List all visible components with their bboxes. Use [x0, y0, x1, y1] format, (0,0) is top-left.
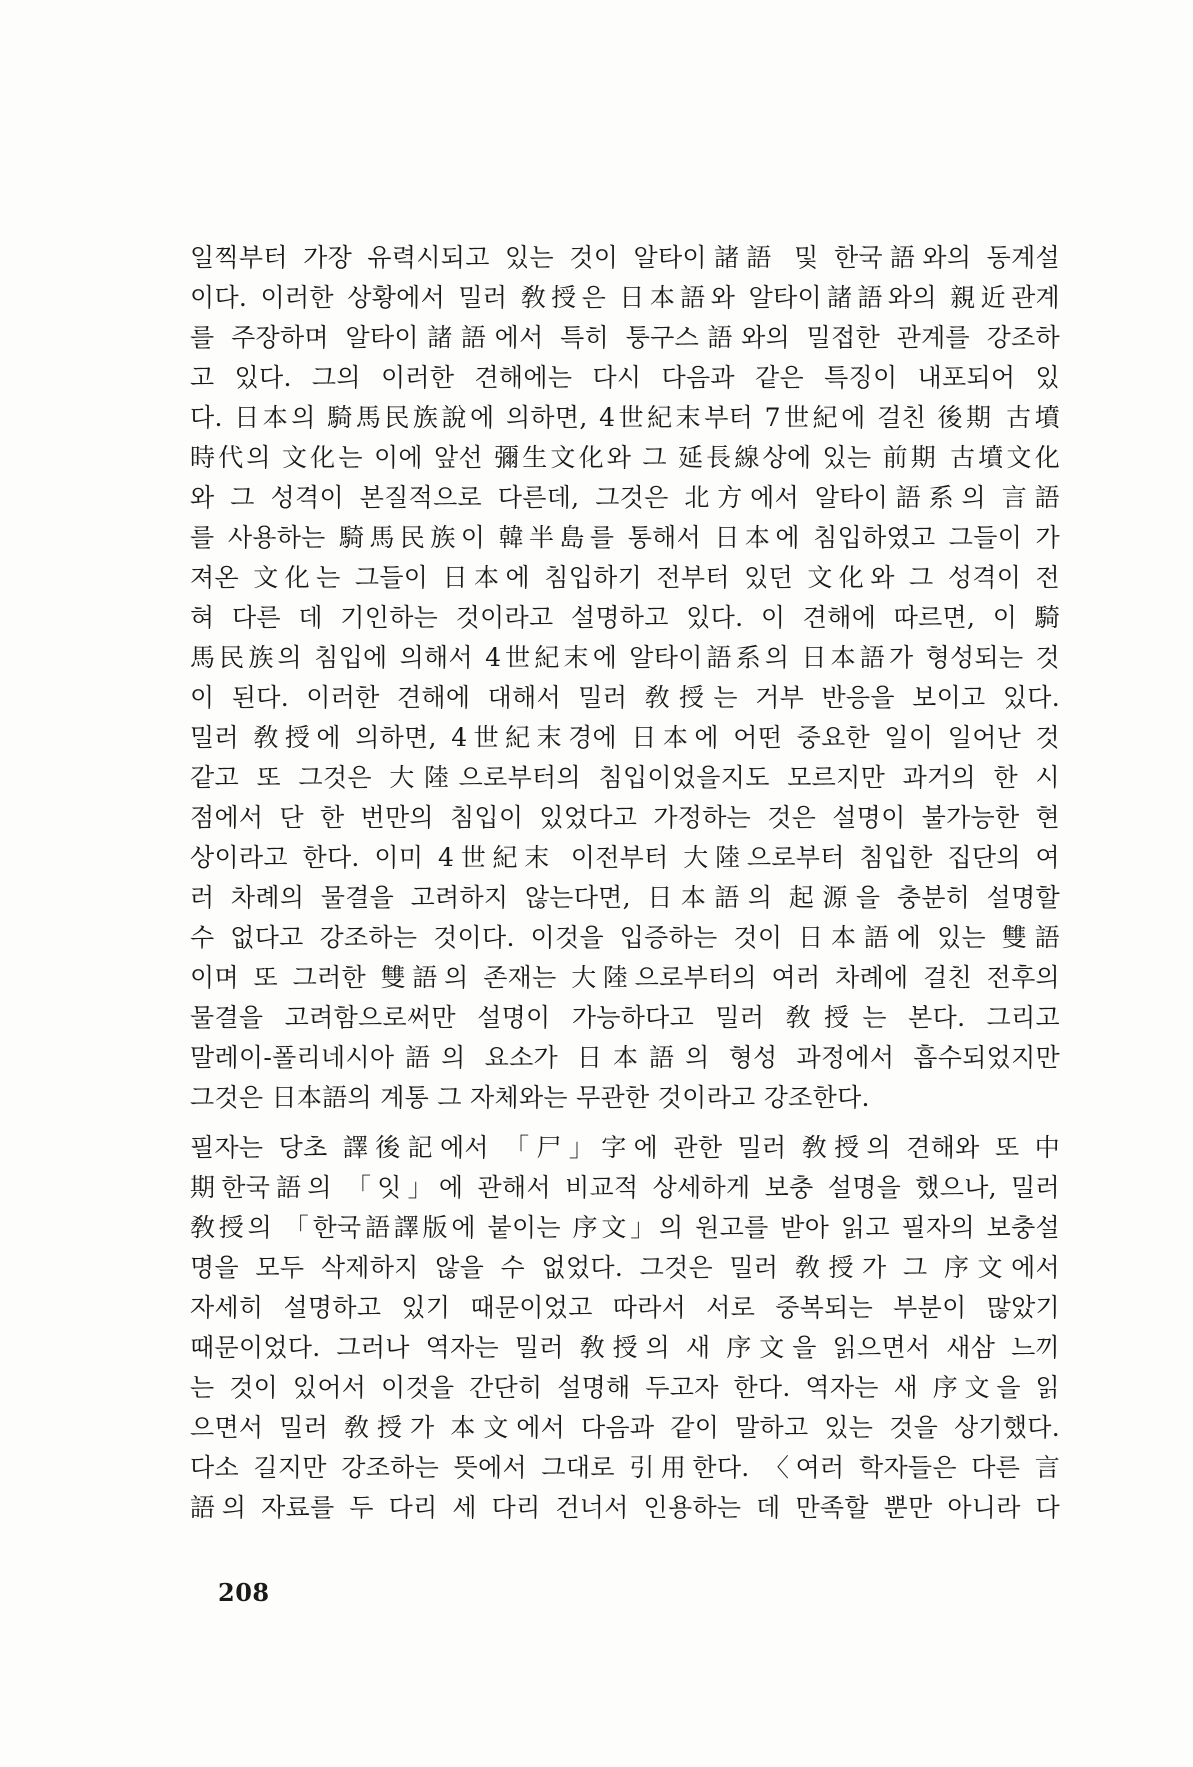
text-line: 져온 文化는 그들이 日本에 침입하기 전부터 있던 文化와 그 성격이 전 — [190, 563, 1060, 592]
text-line: 이다. 이러한 상황에서 밀러 敎授은 日本語와 알타이諸語와의 親近관계 — [190, 283, 1060, 312]
text-line: 명을 모두 삭제하지 않을 수 없었다. 그것은 밀러 敎授가 그 序文에서 — [190, 1253, 1060, 1282]
text-line: 혀 다른 데 기인하는 것이라고 설명하고 있다. 이 견해에 따르면, 이 騎 — [190, 603, 1060, 632]
text-line: 러 차례의 물결을 고려하지 않는다면, 日本語의 起源을 충분히 설명할 — [190, 883, 1060, 912]
text-line: 이 된다. 이러한 견해에 대해서 밀러 敎授는 거부 반응을 보이고 있다. — [190, 683, 1060, 712]
text-line: 는 것이 있어서 이것을 간단히 설명해 두고자 한다. 역자는 새 序文을 읽 — [190, 1373, 1060, 1402]
text-line: 말레이-폴리네시아語의 요소가 日本語의 형성 과정에서 흡수되었지만 — [190, 1043, 1060, 1072]
text-line: 그것은 日本語의 계통 그 자체와는 무관한 것이라고 강조한다. — [190, 1083, 870, 1112]
text-line: 상이라고 한다. 이미 4世紀末 이전부터 大陸으로부터 침입한 집단의 여 — [190, 843, 1060, 872]
text-line: 時代의 文化는 이에 앞선 彌生文化와 그 延長線상에 있는 前期 古墳文化 — [190, 443, 1060, 472]
text-line: 수 없다고 강조하는 것이다. 이것을 입증하는 것이 日本語에 있는 雙語 — [190, 923, 1060, 952]
text-line: 으면서 밀러 敎授가 本文에서 다음과 같이 말하고 있는 것을 상기했다. — [190, 1413, 1060, 1442]
text-line: 다소 길지만 강조하는 뜻에서 그대로 引用한다. 〈여러 학자들은 다른 言 — [190, 1453, 1060, 1482]
text-line: 물결을 고려함으로써만 설명이 가능하다고 밀러 敎授는 본다. 그리고 — [190, 1003, 1060, 1032]
text-line: 期한국語의 「잇」에 관해서 비교적 상세하게 보충 설명을 했으나, 밀러 — [190, 1173, 1060, 1202]
text-line: 와 그 성격이 본질적으로 다른데, 그것은 北方에서 알타이語系의 言語 — [190, 483, 1060, 512]
paragraph-1 — [190, 238, 1060, 1118]
text-line: 語의 자료를 두 다리 세 다리 건너서 인용하는 데 만족할 뿐만 아니라 다 — [190, 1493, 1060, 1522]
text-line: 이며 또 그러한 雙語의 존재는 大陸으로부터의 여러 차례에 걸친 전후의 — [190, 963, 1060, 992]
text-line: 를 사용하는 騎馬民族이 韓半島를 통해서 日本에 침입하였고 그들이 가 — [190, 523, 1060, 552]
text-line: 를 주장하며 알타이諸語에서 특히 퉁구스語와의 밀접한 관계를 강조하 — [190, 323, 1060, 352]
text-line: 다. 日本의 騎馬民族說에 의하면, 4世紀末부터 7世紀에 걸친 後期 古墳 — [190, 403, 1060, 432]
text-line: 같고 또 그것은 大陸으로부터의 침입이었을지도 모르지만 과거의 한 시 — [190, 763, 1060, 792]
text-line: 馬民族의 침입에 의해서 4世紀末에 알타이語系의 日本語가 형성되는 것 — [190, 643, 1060, 672]
text-line: 일찍부터 가장 유력시되고 있는 것이 알타이諸語 및 한국語와의 동계설 — [190, 243, 1060, 272]
text-line: 敎授의 「한국語譯版에 붙이는 序文」의 원고를 받아 읽고 필자의 보충설 — [190, 1213, 1060, 1242]
text-line: 자세히 설명하고 있기 때문이었고 따라서 서로 중복되는 부분이 많았기 — [190, 1293, 1060, 1322]
paragraph-2 — [190, 1128, 1060, 1528]
text-line: 밀러 敎授에 의하면, 4世紀末경에 日本에 어떤 중요한 일이 일어난 것 — [190, 723, 1060, 752]
text-line: 고 있다. 그의 이러한 견해에는 다시 다음과 같은 특징이 내포되어 있 — [190, 363, 1060, 392]
page-number: 208 — [218, 1578, 270, 1607]
text-line: 때문이었다. 그러나 역자는 밀러 敎授의 새 序文을 읽으면서 새삼 느끼 — [190, 1333, 1060, 1362]
text-line: 필자는 당초 譯後記에서 「尸」字에 관한 밀러 敎授의 견해와 또 中 — [190, 1133, 1060, 1162]
text-line: 점에서 단 한 번만의 침입이 있었다고 가정하는 것은 설명이 불가능한 현 — [190, 803, 1060, 832]
